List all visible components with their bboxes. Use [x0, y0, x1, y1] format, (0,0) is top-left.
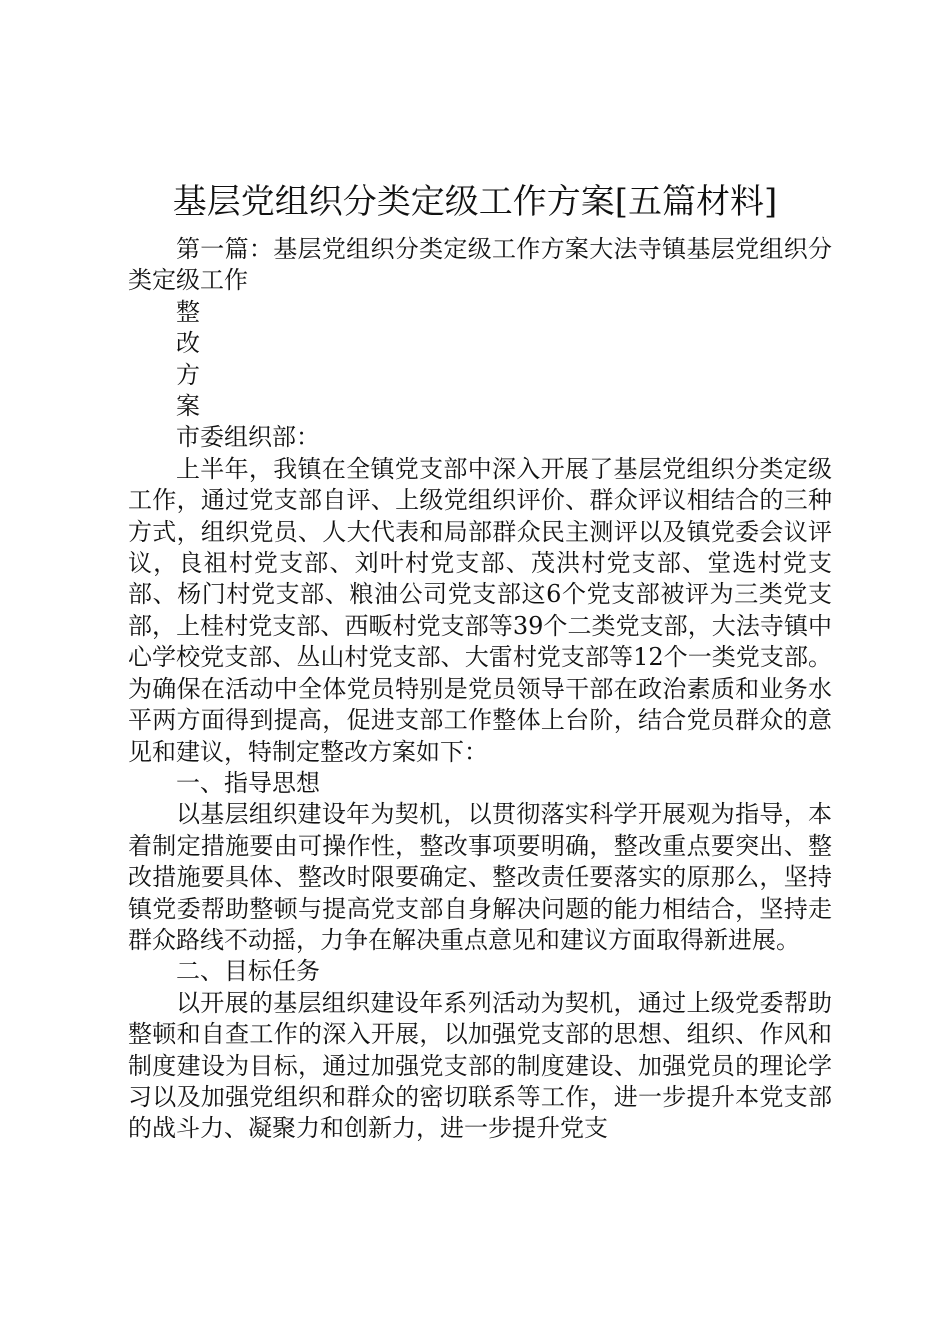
- paragraph-vertical-char: 案: [176, 392, 200, 421]
- paragraph-salutation: 市委组织部：: [176, 423, 320, 452]
- paragraph-vertical-char: 方: [176, 360, 200, 389]
- paragraph-vertical-char: 改: [176, 329, 200, 358]
- paragraph-goals: 以开展的基层组织建设年系列活动为契机，通过上级党委帮助整顿和自查工作的深入开展，以加强党支部的思想、组织、作风和制度建设为目标，通过加强党支部的制度建设、加强党员的理论学习以及加强党组织和群众的密切联系等工作，进一步提升本党支部的战斗力、凝聚力和创新力，进一步提升党支: [128, 988, 832, 1143]
- paragraph-heading-part1: 第一篇：基层党组织分类定级工作方案大法寺镇基层党组织分类定级工作: [128, 235, 832, 295]
- paragraph-vertical-char: 整: [176, 297, 200, 326]
- section-heading-guiding-ideology: 一、指导思想: [176, 768, 320, 797]
- paragraph-intro: 上半年，我镇在全镇党支部中深入开展了基层党组织分类定级工作，通过党支部自评、上级党组织评价、群众评议相结合的三种方式，组织党员、人大代表和局部群众民主测评以及镇党委会议评议，良祖村党支部、刘叶村党支部、茂洪村党支部、堂选村党支部、杨门村党支部、粮油公司党支部这6个党支部被评为三类党支部，上桂村党支部、西畈村党支部等39个二类党支部，大法寺镇中心学校党支部、丛山村党支部、大雷村党支部等12个一类党支部。为确保在活动中全体党员特别是党员领导干部在政治素质和业务水平两方面得到提高，促进支部工作整体上台阶，结合党员群众的意见和建议，特制定整改方案如下：: [128, 454, 832, 766]
- paragraph-guiding-ideology: 以基层组织建设年为契机，以贯彻落实科学开展观为指导，本着制定措施要由可操作性，整改事项要明确，整改重点要突出、整改措施要具体、整改时限要确定、整改责任要落实的原那么，坚持镇党委帮助整顿与提高党支部自身解决问题的能力相结合，坚持走群众路线不动摇，力争在解决重点意见和建议方面取得新进展。: [128, 800, 832, 954]
- document-title: 基层党组织分类定级工作方案[五篇材料]: [172, 182, 778, 222]
- section-heading-goals: 二、目标任务: [176, 957, 320, 986]
- document-body: [128, 234, 832, 1145]
